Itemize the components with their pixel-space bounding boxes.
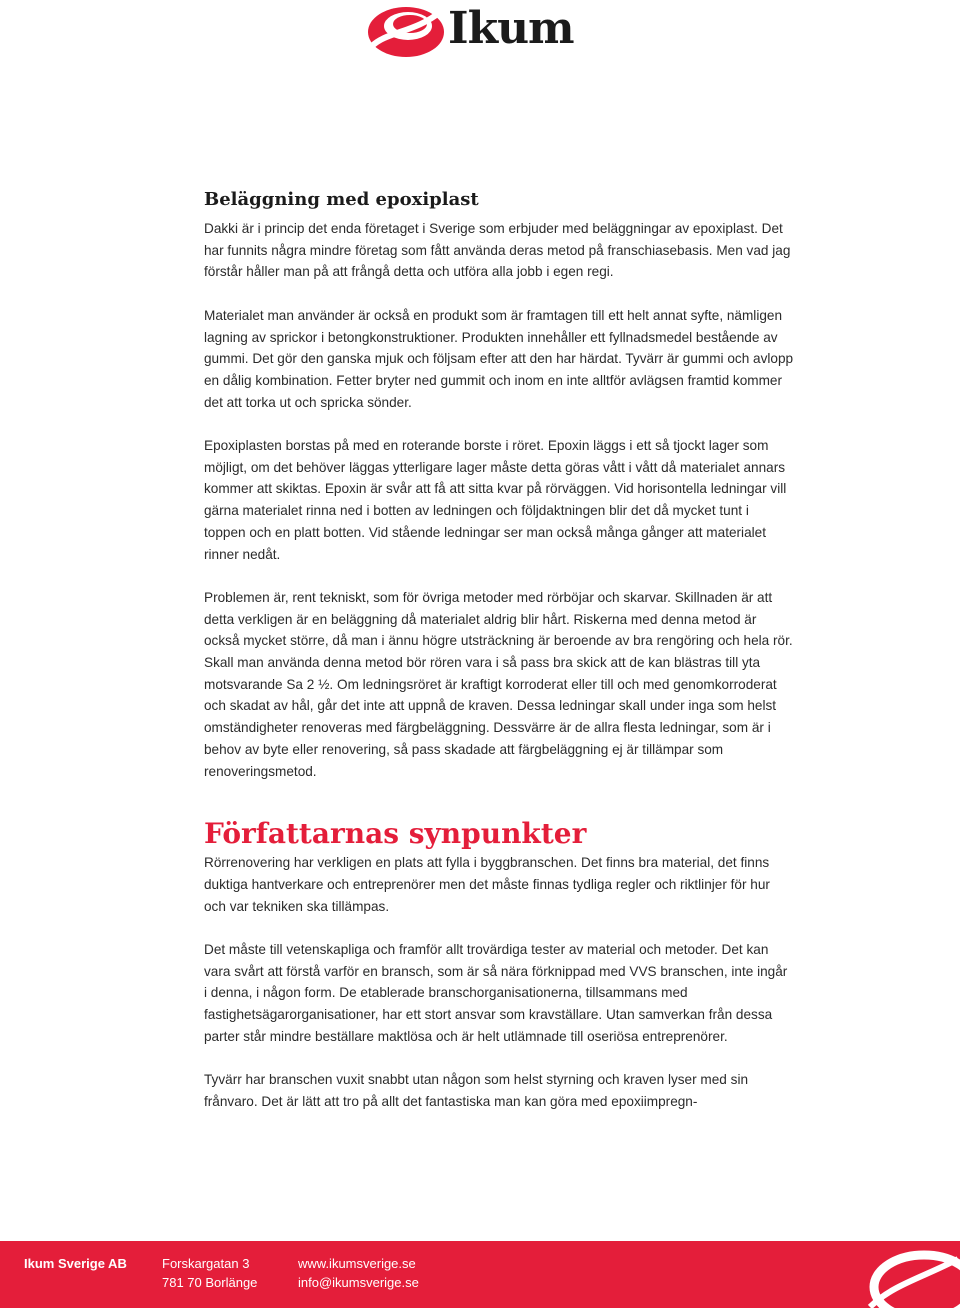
logo-wordmark: Ikum bbox=[448, 3, 574, 54]
section-epoxiplast bbox=[204, 188, 794, 782]
footer-city: 781 70 Borlänge bbox=[162, 1275, 258, 1290]
footer-logo-swoosh-icon bbox=[840, 1241, 960, 1308]
paragraph: Problemen är, rent tekniskt, som för övriga metoder med rörböjar och skarvar. Skillnaden är att detta verkligen är en beläggning då materialet aldrig blir hårt. Riskerna med denna metod är också mycket större, då man i ännu högre utsträckning är beroende av bra rengöring och hela rör. Skall man använda denna metod bör rören vara i så pass bra skick att de kan blästras till yta motsvarande Sa 2 ½. Om ledningsröret är kraftigt korroderat eller till och med genomkorroderat och skadat av hål, går det inte att uppnå de kraven. Dessa ledningar skall under inga som helst omständigheter renoveras med färgbeläggning. Dessvärre är de allra flesta ledningar, som är i behov av byte eller renovering, så pass skadade att färgbeläggning ej är tillämpar som renoveringsmetod. bbox=[204, 589, 793, 779]
paragraph: Tyvärr har branschen vuxit snabbt utan någon som helst styrning och kraven lyser med sin frånvaro. Det är lätt att tro på allt det fantastiska man kan göra med epoxiimpregn- bbox=[204, 1072, 749, 1109]
paragraph: Det måste till vetenskapliga och framför allt trovärdiga tester av material och metoder. Det kan vara svårt att förstå varför en bransch, som är så nära förknippad med VVS branschen, inte ingår i denna, i någon form. De etablerade branschorganisationerna, tillsammans med fastighetsägarorganisationer, har ett stort ansvar som kravställare. Utan samverkan från dessa parter står mindre beställare maktlösa och är helt utlämnade till oseriösa entreprenörer. bbox=[204, 942, 788, 1044]
footer-web-link[interactable]: www.ikumsverige.se bbox=[298, 1256, 416, 1271]
section-forfattarnas-synpunkter bbox=[204, 816, 794, 1112]
footer-contact bbox=[298, 1254, 419, 1292]
footer-company: Ikum Sverige AB bbox=[24, 1256, 127, 1271]
paragraph: Rörrenovering har verkligen en plats att fylla i byggbranschen. Det finns bra material, det finns duktiga hantverkare och entreprenörer men det måste finnas tydliga regler och riktlinjer för hur och var tekniken ska tillämpas. bbox=[204, 855, 770, 914]
footer-bar bbox=[0, 1241, 960, 1308]
footer-email-link[interactable]: info@ikumsverige.se bbox=[298, 1275, 419, 1290]
ikum-logo bbox=[366, 2, 598, 58]
article-body bbox=[204, 188, 794, 1113]
footer-address bbox=[162, 1254, 257, 1292]
section-heading-synpunkter: Författarnas synpunkter bbox=[204, 817, 587, 851]
ikum-logo-mark-icon bbox=[366, 2, 452, 58]
section-heading-epoxiplast: Beläggning med epoxiplast bbox=[204, 189, 479, 210]
footer-street: Forskargatan 3 bbox=[162, 1256, 250, 1271]
paragraph: Epoxiplasten borstas på med en roterande borste i röret. Epoxin läggs i ett så tjockt lager som möjligt, om det behöver läggas ytterligare lager måste detta göras vått i vått då materialet annars kommer att skiktas. Epoxin är svår att få att sitta kvar på rörväggen. Vid horisontella ledningar vill gärna materialet rinna ned i botten av ledningen och följdaktningen blir det då mycket tunt i toppen och en platt botten. Vid stående ledningar ser man också många gånger att materialet rinner nedåt. bbox=[204, 438, 787, 562]
paragraph: Dakki är i princip det enda företaget i Sverige som erbjuder med beläggningar av epoxiplast. Det har funnits några mindre företag som fått använda deras metod på franschiasebasis. Men vad jag förstår håller man på att frångå detta och utföra alla jobb i egen regi. bbox=[204, 221, 791, 280]
paragraph: Materialet man använder är också en produkt som är framtagen till ett helt annat syfte, nämligen lagning av sprickor i betongkonstruktioner. Produkten innehåller ett fyllnadsmedel bestående av gummi. Det gör den ganska mjuk och följsam efter att den har härdat. Tyvärr är gummi och avlopp en dålig kombination. Fetter bryter ned gummit och inom en inte alltför avlägsen framtid kommer det att torka ut och spricka sönder. bbox=[204, 307, 794, 410]
